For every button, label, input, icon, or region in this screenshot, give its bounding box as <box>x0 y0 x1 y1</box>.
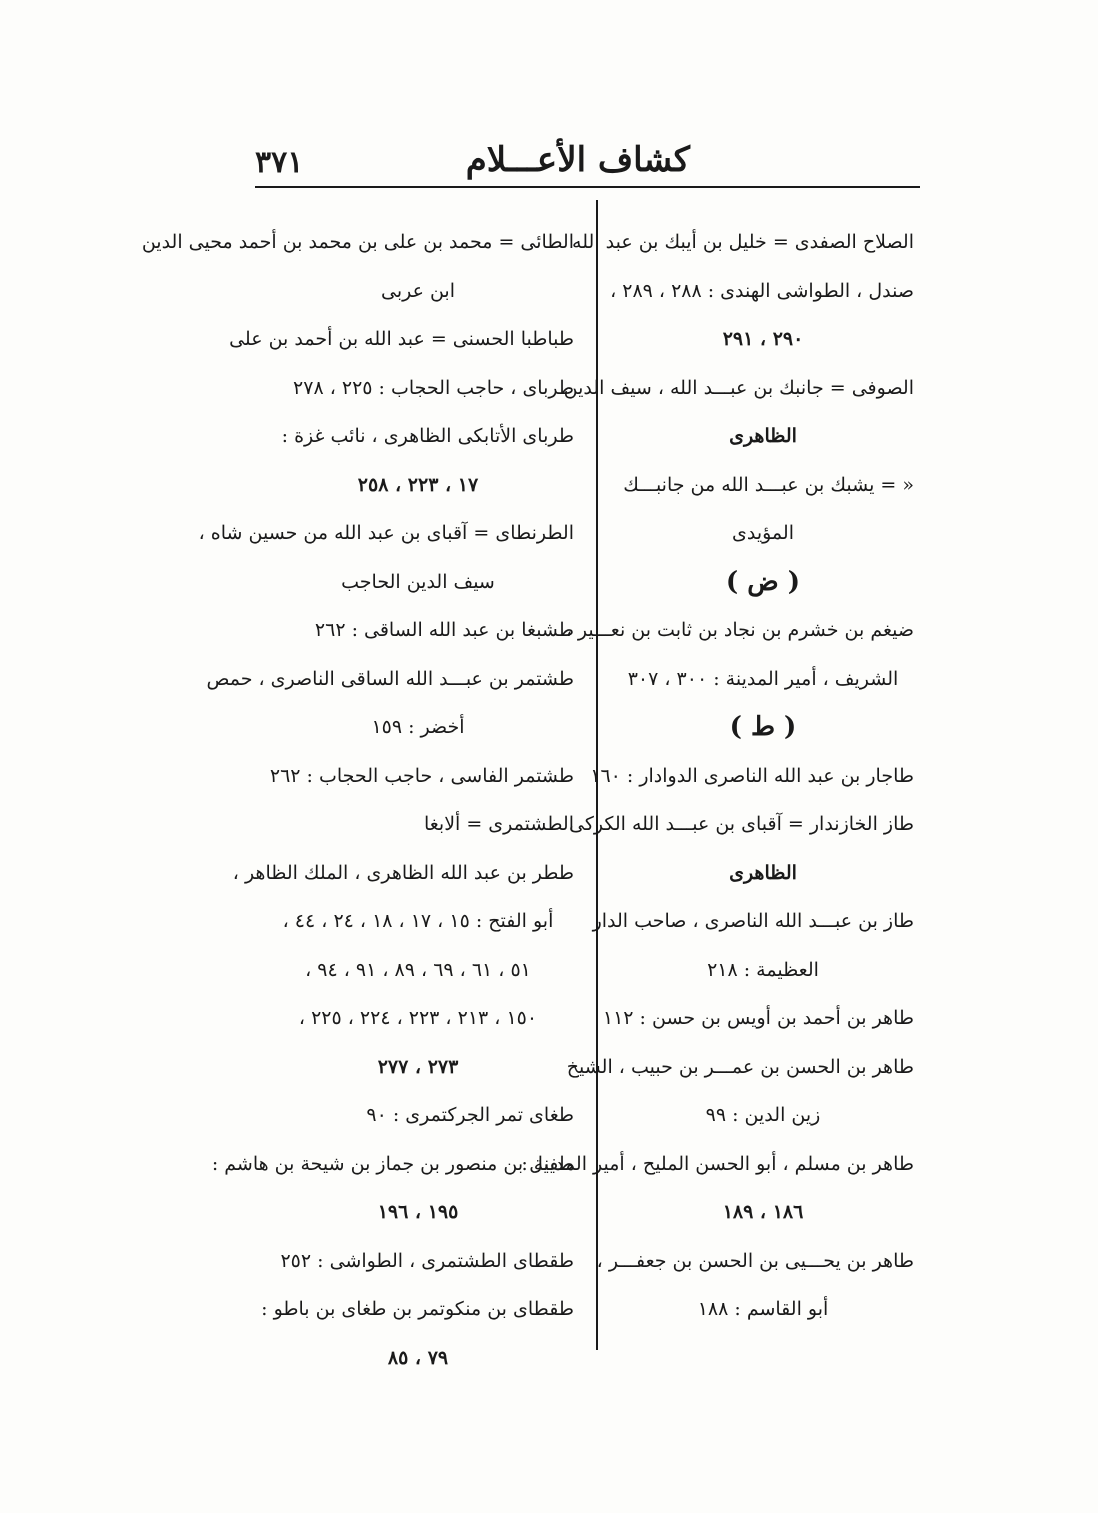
index-entry-line: الصوفى = جانبك بن عبـــد الله ، سيف الدين <box>563 376 914 399</box>
index-entry-line: طقطاى الطشتمرى ، الطواشى : ٢٥٢ <box>280 1249 574 1272</box>
index-entry-line: « = يشبك بن عبـــد الله من جانبـــك <box>623 473 914 496</box>
index-entry-line: الطائى = محمد بن على بن محمد بن أحمد محيى الدين <box>141 231 574 253</box>
index-entry-line: الطشتمرى = ألابغا <box>423 813 574 835</box>
index-entry-line: ٥١ ، ٦١ ، ٦٩ ، ٨٩ ، ٩١ ، ٩٤ ، <box>305 958 531 981</box>
index-entry-line: ١٥٠ ، ٢١٣ ، ٢٢٣ ، ٢٢٤ ، ٢٢٥ ، <box>298 1007 538 1029</box>
index-entry-line: ١٩٥ ، ١٩٦ <box>377 1201 459 1223</box>
index-entry-line: صندل ، الطواشى الهندى : ٢٨٨ ، ٢٨٩ ، <box>610 279 914 302</box>
index-entry-line: ١٧ ، ٢٢٣ ، ٢٥٨ <box>357 473 479 496</box>
index-entry-line: زين الدين : ٩٩ <box>705 1104 821 1126</box>
index-entry-line: ٧٩ ، ٨٥ <box>387 1346 449 1369</box>
index-entry-line: طاز بن عبـــد الله الناصرى ، صاحب الدار <box>592 910 914 932</box>
index-entry-line: ( ط ) <box>729 712 797 742</box>
index-entry-line: طاهر بن الحسن بن عمـــر بن حبيب ، الشيخ <box>566 1055 914 1078</box>
index-entry-line: طرباى ، حاجب الحجاب : ٢٢٥ ، ٢٧٨ <box>293 376 574 399</box>
index-entry-line: ( ض ) <box>725 566 801 597</box>
index-entry-line: أبو القاسم : ١٨٨ <box>697 1298 829 1320</box>
index-entry-line: أبو الفتح : ١٥ ، ١٧ ، ١٨ ، ٢٤ ، ٤٤ ، <box>282 910 554 932</box>
index-entry-line: الظاهرى <box>729 861 797 884</box>
index-entry-line: الصلاح الصفدى = خليل بن أيبك بن عبد الله <box>572 231 914 253</box>
left-column <box>141 218 574 1382</box>
index-entry-line: طاهر بن أحمد بن أويس بن حسن : ١١٢ <box>602 1007 914 1029</box>
index-entry-line: ابن عربى <box>380 279 455 302</box>
page-title: كشاف الأعـــلام <box>465 140 690 180</box>
index-entry-line: طشتمر الفاسى ، حاجب الحجاب : ٢٦٢ <box>269 764 574 787</box>
index-entry-line: ططر بن عبد الله الظاهرى ، الملك الظاهر ، <box>232 861 574 884</box>
index-entry-line: طرباى الأتابكى الظاهرى ، نائب غزة : <box>281 425 574 447</box>
index-entry-line: العظيمة : ٢١٨ <box>707 958 819 981</box>
page-number: ٣٧١ <box>255 145 304 180</box>
index-entry-line: الطرنطاى = آقباى بن عبد الله من حسين شاه ، <box>198 522 574 544</box>
index-entry-line: سيف الدين الحاجب <box>341 570 495 593</box>
index-entry-line: طفيل بن منصور بن جماز بن شيحة بن هاشم : <box>211 1152 574 1175</box>
index-entry-line: ١٨٦ ، ١٨٩ <box>722 1201 804 1223</box>
index-entry-line: ٢٧٣ ، ٢٧٧ <box>377 1055 459 1078</box>
index-entry-line: أخضر : ١٥٩ <box>371 716 465 738</box>
index-entry-line: طاز الخازندار = آقباى بن عبـــد الله الكركى <box>568 813 914 835</box>
index-entry-line: طغاى تمر الجركتمرى : ٩٠ <box>366 1104 574 1126</box>
index-entry-line: طاهر بن يحـــيى بن الحسن بن جعفـــر ، <box>596 1249 914 1272</box>
index-entry-line: طشبغا بن عبد الله الساقى : ٢٦٢ <box>314 619 574 641</box>
index-entry-line: المؤيدى <box>731 522 794 544</box>
index-entry-line: طقطاى بن منكوتمر بن طغاى بن باطو : <box>261 1298 574 1320</box>
index-entry-line: طاهر بن مسلم ، أبو الحسن المليح ، أمير المدينة : <box>521 1152 914 1175</box>
index-entry-line: طاجار بن عبد الله الناصرى الدوادار : ١٦٠ <box>590 764 914 787</box>
right-column <box>521 218 914 1334</box>
index-entry-line: ضيغم بن خشرم بن نجاد بن ثابت بن نعـــير ، <box>565 619 914 641</box>
index-entry-line: الظاهرى <box>729 425 797 447</box>
index-entry-line: طشتمر بن عبـــد الله الساقى الناصرى ، حمص <box>206 667 574 690</box>
header-rule <box>255 186 920 188</box>
index-entry-line: ٢٩٠ ، ٢٩١ <box>722 328 804 350</box>
index-entry-line: طباطبا الحسنى = عبد الله بن أحمد بن على <box>229 328 574 350</box>
index-entry-line: الشريف ، أمير المدينة : ٣٠٠ ، ٣٠٧ <box>627 667 899 690</box>
